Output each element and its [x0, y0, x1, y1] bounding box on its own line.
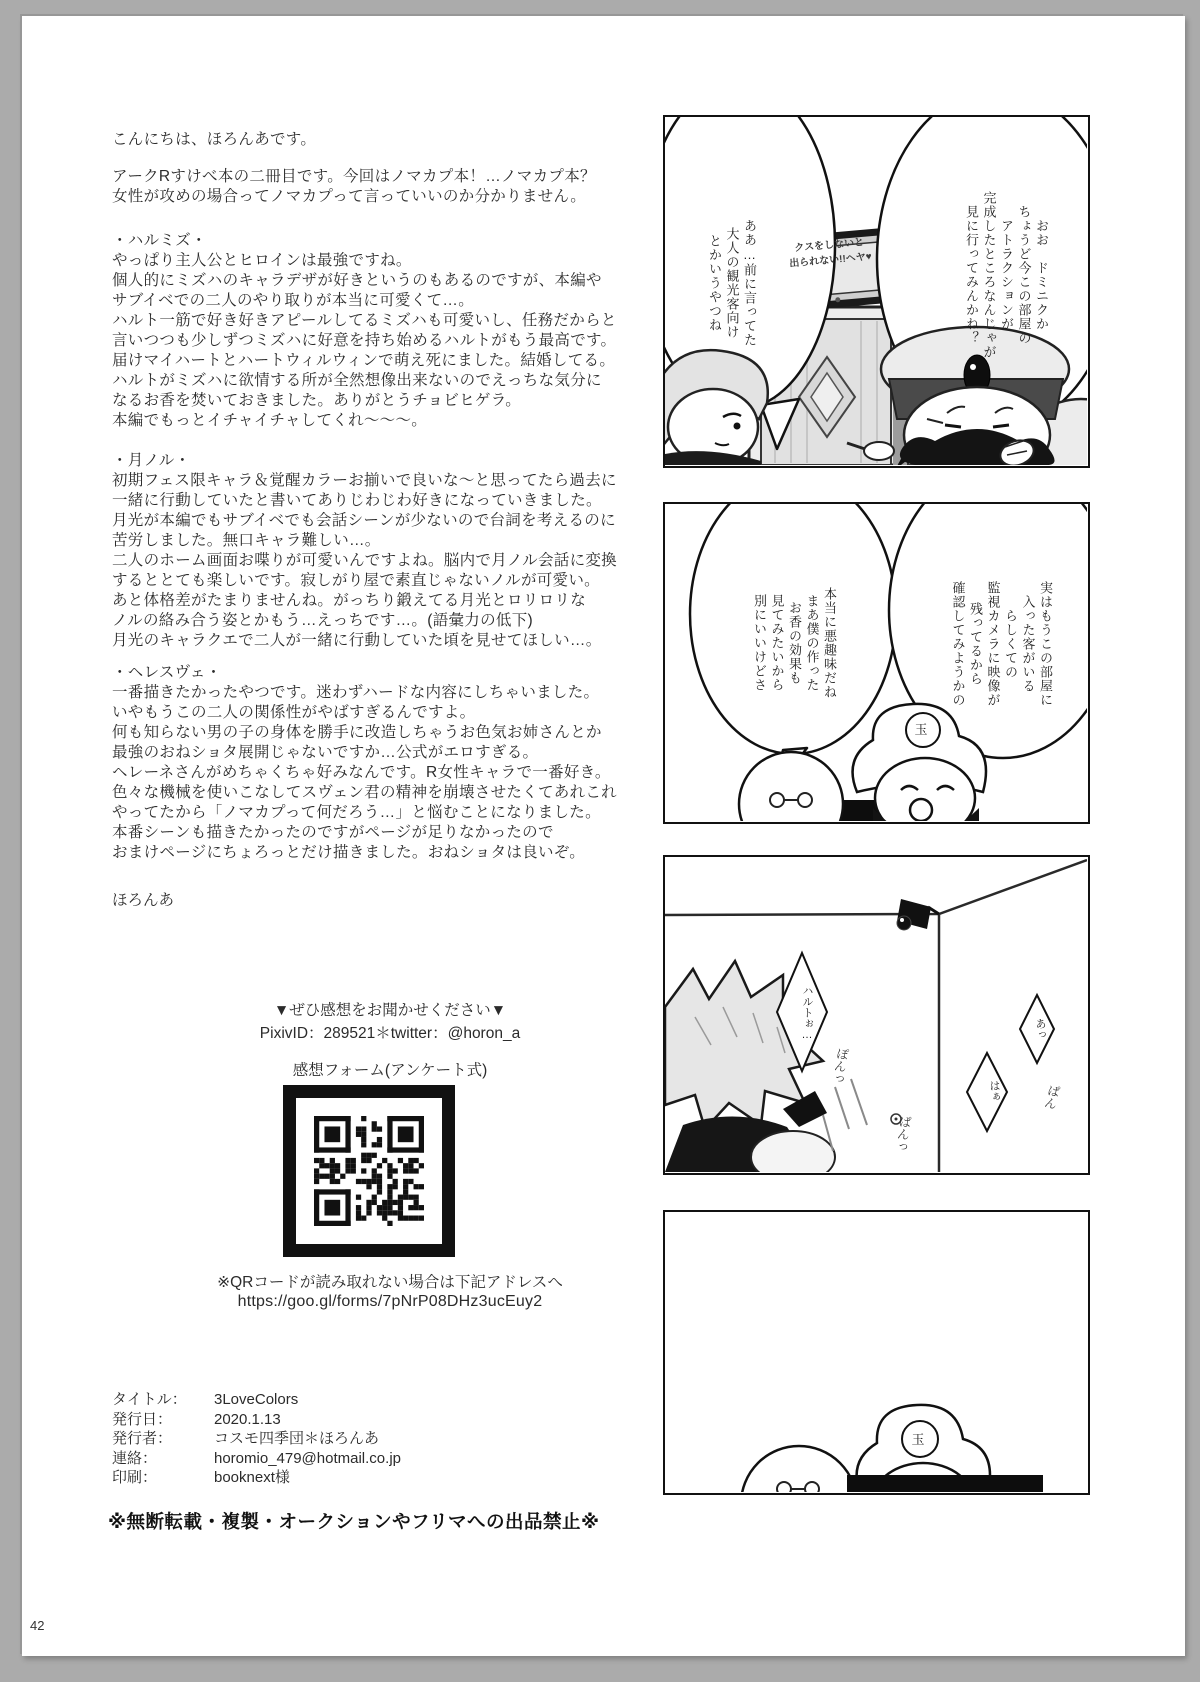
greeting-text: こんにちは、ほろんあです。 — [112, 131, 317, 148]
colophon-row-title — [112, 1390, 401, 1410]
colophon-row-date — [112, 1410, 401, 1430]
colophon-value: コスモ四季団＊ほろんあ — [214, 1430, 380, 1447]
colophon-value: booknext様 — [214, 1469, 290, 1486]
panel4-king-emblem: 玉 — [911, 1432, 925, 1447]
qr-code — [283, 1085, 455, 1262]
intro-text: アークRすけべ本の二冊目です。今回はノマカプ本！…ノマカプ本？ 女性が攻めの場合ってノマカプって言っていいのか分かりません。 — [112, 168, 596, 205]
panel1-bubble-reply: ああ…前に言ってた 大人の観光客向け とかいうやつね — [707, 219, 757, 347]
colophon-label: 連絡： — [112, 1449, 158, 1467]
colophon-value: 2020.1.13 — [214, 1410, 281, 1428]
colophon-label: 印刷： — [112, 1469, 158, 1486]
colophon-row-publisher — [112, 1429, 401, 1449]
feedback-heading: ▼ぜひ感想をお聞かせください▼ — [273, 1002, 507, 1019]
section-heresve: ・ヘレスヴェ・ 一番描きたかったやつです。迷わずハードな内容にしちゃいました。 いやもうこの二人の関係性がやばすぎるんですよ。 何も知らない男の子の身体を勝手に改造しちゃうお色気お姉さんとか 最強のおねショタ展開じゃないですか…公式がエロすぎる。 ヘレーネさんがめちゃくちゃ好みなんです。R女性キャラで一番好き。 色々な機械を使いこなしてスヴェン君の精神を崩壊させたくてあれこれ やってたから「ノマカプって何だろう…」と悩むことになりました。 本番シーンも描きたかったのですがページが足りなかったので おまけページにちょろっとだけ描きました。おねショタは良いぞ。 — [112, 664, 617, 861]
panel2-bubble-ghost: 本当に悪趣味だね まあ僕の作った お香の効果も 見てみたいから 別にいいけどさ — [752, 587, 837, 699]
section-harumizu: ・ハルミズ・ やっぱり主人公とヒロインは最強ですね。 個人的にミズハのキャラデザが好きというのもあるのですが、本編や サブイベでの二人のやり取りが本当に可愛くて…。 ハルト一筋で好き好きアピールしてるミズハも可愛いし、任務だからと 言いつつも少しずつミズハに好意を持ち始めるハルトがもう最高です。 届けマイハートとハートウィルウィンで萌え死にました。結婚してる。 ハルトがミズハに欲情する所が全然想像出来ないのでえっちな気分に なるお香を焚いておきました。ありがとうチョビヒゲラ。 本編でもっとイチャイチャしてくれ～～～。 — [112, 232, 617, 429]
colophon-label: 発行日： — [112, 1410, 173, 1428]
panel3-sfx-pan2: ぱん — [1041, 1082, 1062, 1111]
colophon-label: 発行者： — [112, 1430, 173, 1447]
panel3-callout-name: ハルトぉ… — [801, 985, 813, 1041]
colophon — [112, 1390, 401, 1488]
panel3-gasp: あっ — [1034, 1018, 1046, 1040]
panel1-bubble-king: おお ドミニクか ちょうど今この部屋の アトラクションが 完成したところなんじゃが 見に行ってみんかね？ — [964, 191, 1049, 359]
ghost-character — [741, 1446, 857, 1492]
door-sign-text: クスをしないと 出られない!!ヘヤ♥ — [788, 237, 873, 270]
panel2-king-emblem: 玉 — [914, 722, 928, 737]
section-tsukinoru: ・月ノル・ 初期フェス限キャラ＆覚醒カラーお揃いで良いな～と思ってたら過去に 一緒に行動していたと書いてありじわじわ好きになっていきました。 月光が本編でもサブイベでも会話シーンが少ないので台詞を考えるのに 苦労しました。無口キャラ難しい…。 二人のホーム画面お喋りが可愛いんですよね。脳内で月ノル会話に変換 するととても楽しいです。寂しがり屋で素直じゃないノルが可愛い。 あと体格差がたまりませんね。がっちり鍛えてる月光とロリロリな ノルの絡み合う姿とかもう…えっちです…。(語彙力の低下) 月光のキャラクエで二人が一緒に行動していた頃を見せてほしい…。 — [112, 452, 617, 649]
form-url: https://goo.gl/forms/7pNrP08DHz3ucEuy2 — [237, 1293, 543, 1310]
panel2-bubble-king: 実はもうこの部屋に 入った客がいる らしくての 監視カメラに映像が 残ってるから 確認してみようかの — [950, 581, 1053, 707]
panel3-sfx-pon: ぽんっ — [829, 1046, 850, 1086]
colophon-row-printer — [112, 1468, 401, 1488]
feedback-form-label: 感想フォーム(アンケート式) — [292, 1062, 488, 1079]
reproduction-notice: ※無断転載・複製・オークションやフリマへの出品禁止※ — [108, 1511, 600, 1532]
author-signature: ほろんあ — [112, 892, 175, 909]
colophon-value: horomio_479@hotmail.co.jp — [214, 1449, 401, 1467]
haruto-back-view — [665, 961, 901, 1172]
panel3-sigh: はぁ — [988, 1080, 1000, 1102]
qr-fallback-note: ※QRコードが読み取れない場合は下記アドレスへ — [217, 1274, 563, 1291]
panel3-sfx-pan: ぱんっ — [892, 1114, 913, 1154]
manga-panel-4 — [663, 1210, 1090, 1495]
monitor — [847, 1475, 1043, 1492]
colophon-label: タイトル： — [112, 1391, 187, 1408]
colophon-row-contact — [112, 1449, 401, 1469]
colophon-value: 3LoveColors — [214, 1391, 299, 1408]
feedback-ids: PixivID：289521＊twitter：@horon_a — [259, 1025, 521, 1042]
page-number: 42 — [30, 1618, 45, 1633]
